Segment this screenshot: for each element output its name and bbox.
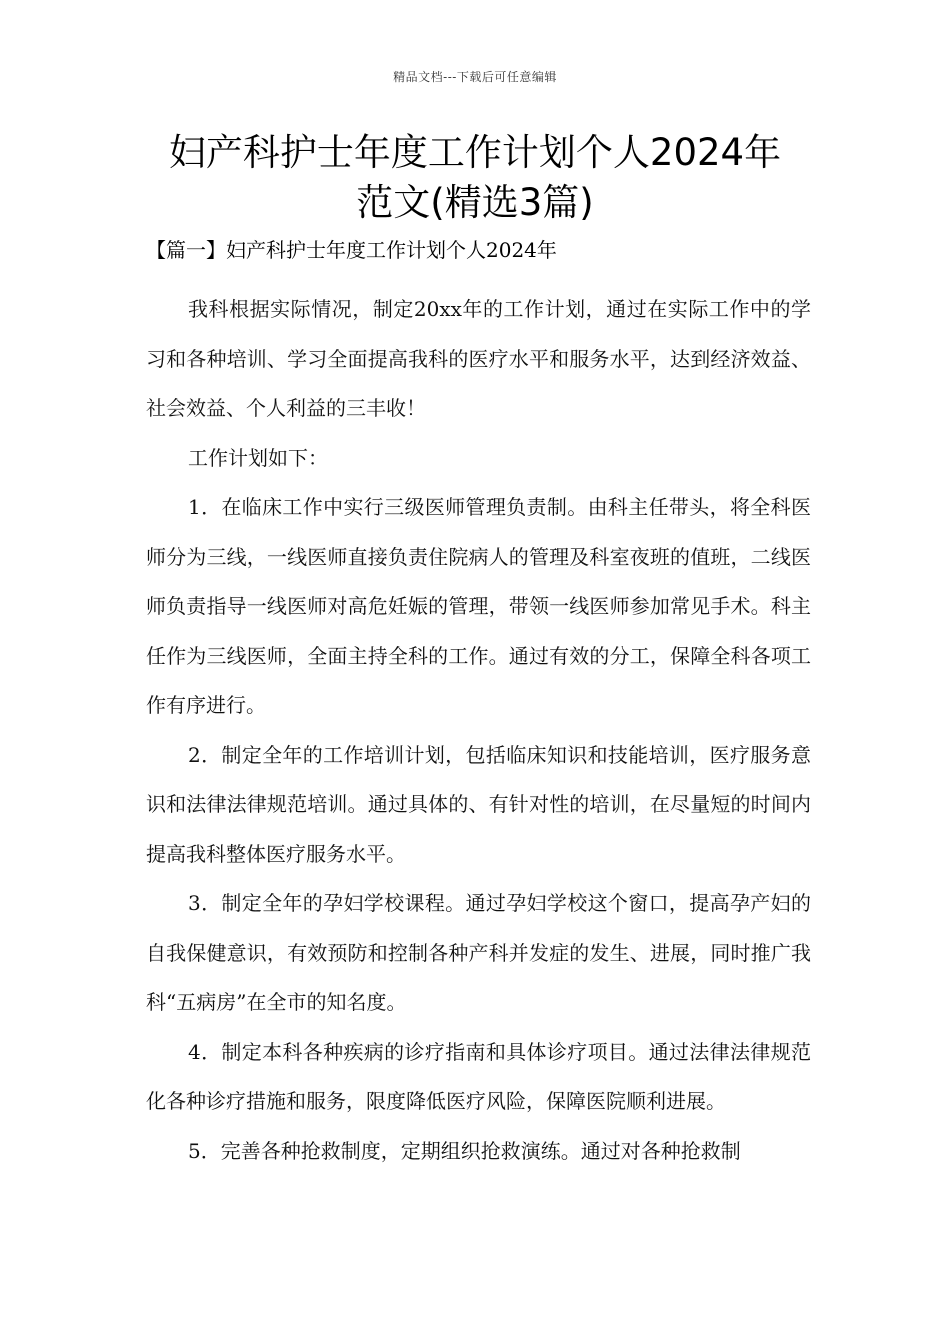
title-line-2: 范文(精选3篇) <box>356 181 594 224</box>
paragraph-item-2: 2．制定全年的工作培训计划，包括临床知识和技能培训，医疗服务意识和法律法律规范培训。通过具体的、有针对性的培训，在尽量短的时间内提高我科整体医疗服务水平。 <box>146 742 811 866</box>
title-line-1: 妇产科护士年度工作计划个人2024年 <box>168 131 782 174</box>
paragraph-item-4: 4．制定本科各种疾病的诊疗指南和具体诊疗项目。通过法律法律规范化各种诊疗措施和服务，限度降低医疗风险，保障医院顺利进展。 <box>146 1039 811 1113</box>
paragraph-intro: 我科根据实际情况，制定20xx年的工作计划，通过在实际工作中的学习和各种培训、学习全面提高我科的医疗水平和服务水平，达到经济效益、社会效益、个人利益的三丰收！ <box>146 297 811 420</box>
document-title <box>120 128 830 228</box>
paragraph-item-3: 3．制定全年的孕妇学校课程。通过孕妇学校这个窗口，提高孕产妇的自我保健意识，有效预防和控制各种产科并发症的发生、进展，同时推广我科“五病房”在全市的知名度。 <box>146 891 811 1014</box>
paragraph-item-1: 1．在临床工作中实行三级医师管理负责制。由科主任带头，将全科医师分为三线，一线医师直接负责住院病人的管理及科室夜班的值班，二线医师负责指导一线医师对高危妊娠的管理，带领一线医师参加常见手术。科主任作为三线医师，全面主持全科的工作。通过有效的分工，保障全科各项工作有序进行。 <box>146 495 811 717</box>
header-note: 精品文档---下载后可任意编辑 <box>393 70 557 84</box>
paragraph-item-5: 5．完善各种抢救制度，定期组织抢救演练。通过对各种抢救制 <box>188 1138 741 1163</box>
paragraph-plan-intro: 工作计划如下： <box>188 445 328 470</box>
body-text <box>146 285 811 1176</box>
section-heading: 【篇一】妇产科护士年度工作计划个人2024年 <box>146 238 557 262</box>
